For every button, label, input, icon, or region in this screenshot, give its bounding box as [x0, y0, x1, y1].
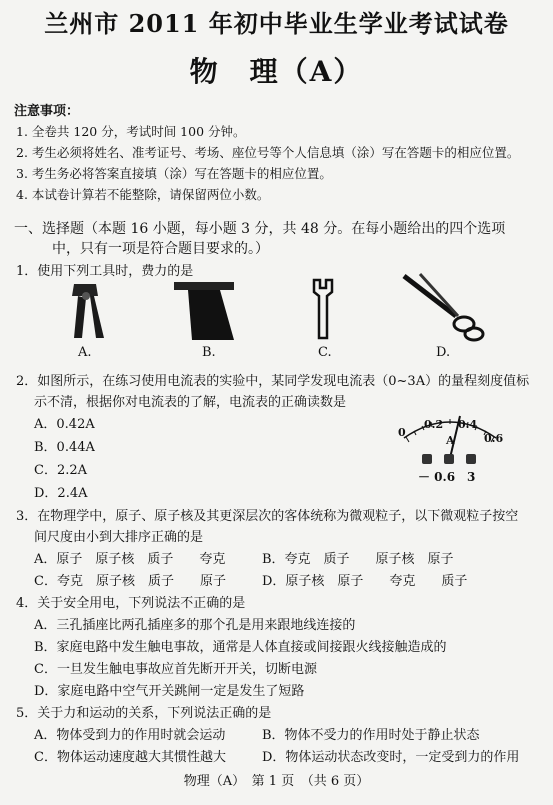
question-3-stem: 3．在物理学中，原子、原子核及其更深层次的客体统称为微观粒子，以下微观粒子按空	[16, 509, 519, 524]
section-heading: 一、选择题（本题 16 小题，每小题 3 分，共 48 分。在每小题给出的四个选项	[14, 221, 506, 237]
scissors-image	[400, 272, 486, 342]
exam-title: 兰州市 2011 年初中毕业生学业考试试卷	[44, 9, 509, 38]
page-footer: 物理（A） 第 1 页 （共 6 页）	[183, 774, 370, 789]
q5-option: B．物体不受力的作用时处于静止状态	[262, 728, 480, 743]
meter-tick-label: 0.2	[424, 418, 444, 431]
meter-tick-label: 0	[398, 426, 406, 439]
q3-option: C．夸克 原子核 质子 原子	[34, 574, 226, 589]
question-3-stem-cont: 间尺度由小到大排序正确的是	[34, 530, 204, 545]
q4-option: D．家庭电路中空气开关跳闸一定是发生了短路	[34, 684, 305, 699]
note-item: 4. 本试卷计算若不能整除，请保留两位小数。	[16, 187, 270, 202]
wrench-image	[308, 278, 338, 344]
q2-option: A．0.42A	[34, 417, 95, 432]
question-1-stem: 1．使用下列工具时，费力的是	[16, 264, 194, 279]
meter-tick-label: 0.4	[458, 418, 478, 431]
subject-title: 物 理（A）	[189, 55, 364, 88]
q2-option: B．0.44A	[34, 440, 95, 455]
question-5-stem: 5．关于力和运动的关系，下列说法正确的是	[16, 706, 272, 721]
question-2-stem: 2．如图所示，在练习使用电流表的实验中，某同学发现电流表（0~3A）的量程刻度值标	[16, 374, 530, 389]
q5-option: A．物体受到力的作用时就会运动	[34, 728, 226, 743]
section-heading-cont: 中，只有一项是符合题目要求的。）	[52, 241, 269, 257]
q2-option: C．2.2A	[34, 463, 88, 478]
q4-option: B．家庭电路中发生触电事故，通常是人体直接或间接跟火线接触造成的	[34, 640, 447, 655]
option-label: A.	[78, 345, 92, 360]
meter-unit-label: A	[446, 434, 455, 447]
option-label: B.	[202, 345, 216, 360]
option-label: C.	[318, 345, 332, 360]
q5-option: D．物体运动状态改变时，一定受到力的作用	[262, 750, 520, 765]
question-4-stem: 4．关于安全用电，下列说法不正确的是	[16, 596, 246, 611]
pliers-image	[62, 282, 112, 340]
note-item: 1. 全卷共 120 分，考试时间 100 分钟。	[16, 124, 246, 139]
meter-tick-label: 0.6	[484, 432, 504, 445]
option-label: D.	[436, 345, 451, 360]
q3-option: A．原子 原子核 质子 夸克	[34, 552, 226, 567]
q5-option: C．物体运动速度越大其惯性越大	[34, 750, 226, 765]
q3-option: B．夸克 质子 原子核 原子	[262, 552, 454, 567]
q4-option: C．一旦发生触电事故应首先断开开关，切断电源	[34, 662, 317, 677]
notes-heading: 注意事项：	[14, 104, 80, 119]
q2-option: D．2.4A	[34, 486, 88, 501]
q4-option: A．三孔插座比两孔插座多的那个孔是用来跟地线连接的	[34, 618, 356, 633]
blade-tool-image	[170, 280, 240, 342]
note-item: 3. 考生务必将答案直接填（涂）写在答题卡的相应位置。	[16, 166, 332, 181]
question-2-stem-cont: 示不清，根据你对电流表的了解，电流表的正确读数是	[34, 395, 347, 410]
note-item: 2. 考生必须将姓名、准考证号、考场、座位号等个人信息填（涂）写在答题卡的相应位置。	[16, 145, 520, 160]
meter-terminals-label: － 0.6 3	[418, 470, 476, 484]
q3-option: D．原子核 原子 夸克 质子	[262, 574, 468, 589]
